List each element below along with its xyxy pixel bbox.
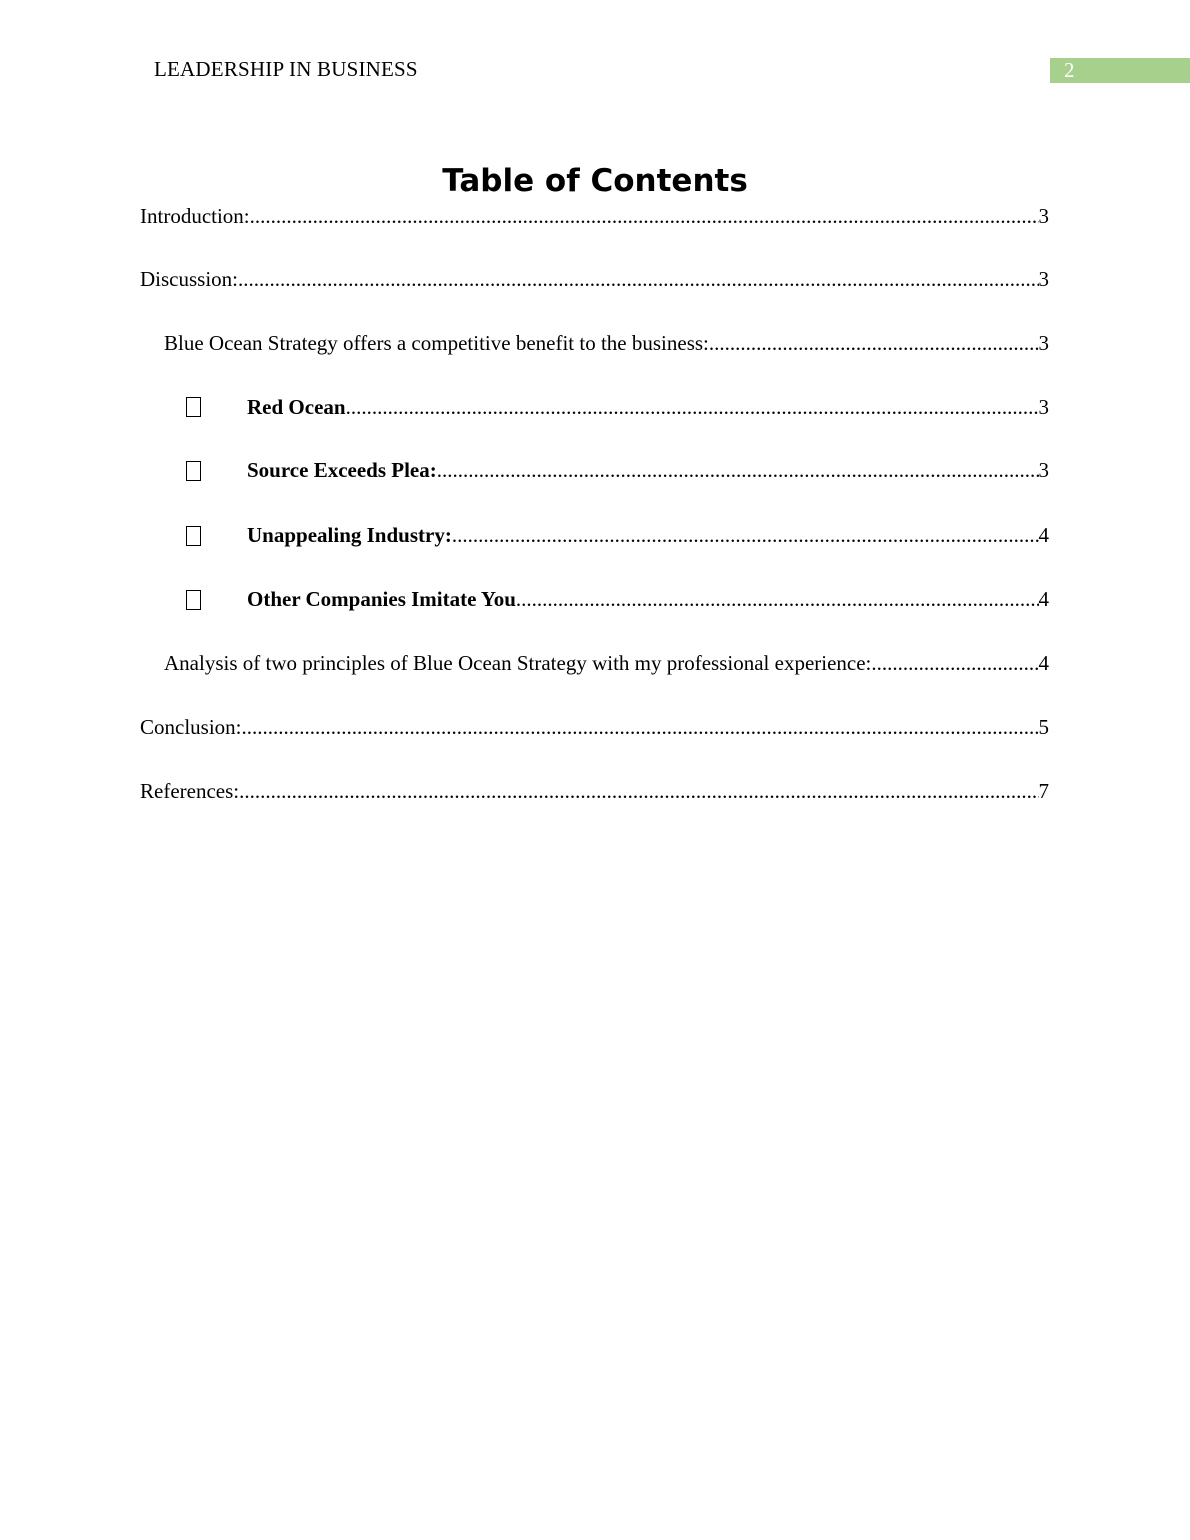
toc-entry-page: 4	[1038, 523, 1049, 547]
toc-dot-leader	[516, 584, 1039, 614]
toc-entry-page: 3	[1038, 331, 1049, 355]
toc-entry-page: 4	[1038, 587, 1049, 611]
toc-dot-leader	[239, 776, 1038, 806]
toc-entry-label: Introduction:	[140, 204, 250, 228]
toc-dot-leader	[242, 712, 1039, 742]
toc-dot-leader	[346, 392, 1039, 422]
toc-entry-label: Other Companies Imitate You	[247, 587, 516, 611]
toc-entry-label: Source Exceeds Plea:	[247, 458, 437, 482]
toc-entry-analysis-principles[interactable]	[164, 648, 1049, 678]
toc-entry-source-exceeds-plea[interactable]	[247, 455, 1049, 485]
toc-dot-leader	[250, 201, 1039, 231]
toc-entry-page: 5	[1038, 715, 1049, 739]
toc-entry-page: 3	[1038, 267, 1049, 291]
toc-entry-page: 3	[1038, 458, 1049, 482]
toc-entry-red-ocean[interactable]	[247, 392, 1049, 422]
toc-entry-unappealing-industry[interactable]	[247, 520, 1049, 550]
square-bullet-icon	[186, 397, 201, 417]
toc-entry-label: Analysis of two principles of Blue Ocean Strategy with my professional experience:	[164, 651, 872, 675]
toc-entry-page: 4	[1038, 651, 1049, 675]
toc-entry-label: Discussion:	[140, 267, 239, 291]
toc-entry-label: Red Ocean	[247, 395, 346, 419]
square-bullet-icon	[186, 590, 201, 610]
toc-title: Table of Contents	[442, 163, 748, 199]
page-number: 2	[1064, 58, 1075, 82]
toc-entry-introduction[interactable]	[140, 201, 1049, 231]
toc-entry-discussion[interactable]	[140, 264, 1049, 294]
toc-entry-references[interactable]	[140, 776, 1049, 806]
toc-entry-page: 7	[1038, 779, 1049, 803]
toc-dot-leader	[238, 264, 1038, 294]
square-bullet-icon	[186, 526, 201, 546]
toc-entry-other-companies-imitate[interactable]	[247, 584, 1049, 614]
toc-dot-leader	[452, 520, 1039, 550]
toc-dot-leader	[871, 648, 1038, 678]
toc-entry-page: 3	[1038, 204, 1049, 228]
toc-entry-label: Conclusion:	[140, 715, 242, 739]
square-bullet-icon	[186, 461, 201, 481]
toc-entry-label: Unappealing Industry:	[247, 523, 452, 547]
page-number-badge	[1050, 58, 1190, 83]
toc-dot-leader	[437, 455, 1039, 485]
toc-entry-conclusion[interactable]	[140, 712, 1049, 742]
running-title: LEADERSHIP IN BUSINESS	[154, 57, 418, 81]
toc-entry-label: References:	[140, 779, 240, 803]
toc-dot-leader	[709, 328, 1039, 358]
toc-entry-label: Blue Ocean Strategy offers a competitive benefit to the business:	[164, 331, 709, 355]
toc-entry-page: 3	[1038, 395, 1049, 419]
toc-entry-blue-ocean-benefit[interactable]	[164, 328, 1049, 358]
